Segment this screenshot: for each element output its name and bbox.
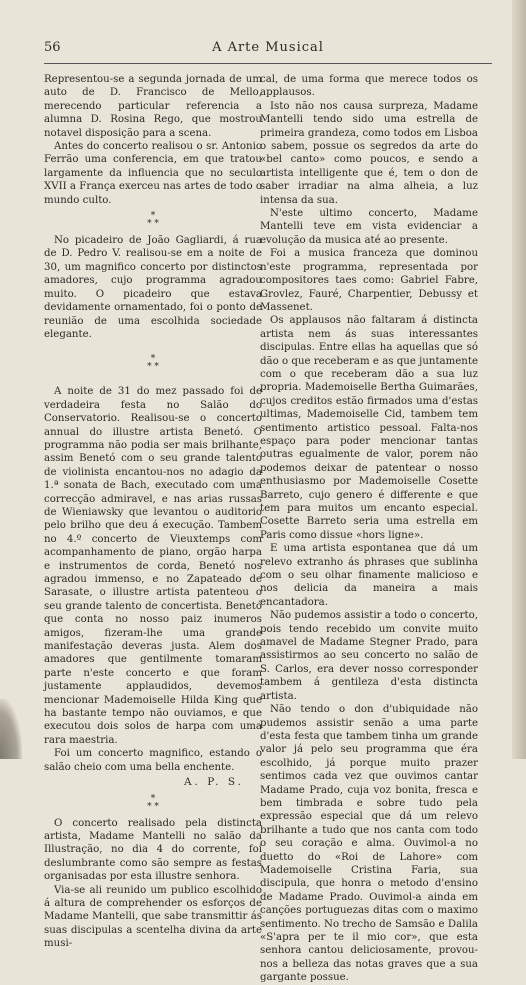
asterism-divider: * * *	[147, 354, 159, 373]
author-signature: A. P. S.	[183, 776, 244, 789]
paragraph: No picadeiro de João Gagliardi, á rua de D. Pedro V. realisou-se em a noite de 30, um magnifico concerto por distinctos amadores, cujo programma agradou muito. O picadeiro que estava devidamente ornamentado, foi o ponto de reunião de uma escolhida sociedade elegante.	[44, 235, 262, 340]
paragraph: Representou-se a segunda jornada de um auto de D. Francisco de Mello, merecendo particular referencia a alumna D. Rosina Rego, que mostrou notavel disposição para a scena.	[44, 74, 262, 139]
paragraph: Via-se ali reunido um publico escolhido á altura de comprehender os esforços de Madame Mantelli, que sabe transmittir ás suas discipulas a scentelha divina da arte musi-	[44, 884, 262, 950]
page-header	[44, 40, 492, 60]
paragraph: Foi a musica franceza que dominou n'este programma, representada por compositores taes como: Gabriel Fabre, Grovlez, Fauré, Charpentier, Debussy et Massenet.	[260, 248, 478, 313]
paragraph: Foi um concerto magnifico, estando o salão cheio com uma bella enchente.	[44, 748, 262, 773]
running-title: A Arte Musical	[212, 40, 324, 55]
paragraph: E uma artista espontanea que dá um relevo extranho ás phrases que sublinha com o seu olhar finamente malicioso e nos delicia da maneira a mais encantadora.	[260, 543, 478, 608]
paragraph: N'este ultimo concerto, Madame Mantelli teve em vista evidenciar a evolução da musica até ao presente.	[260, 208, 478, 246]
paragraph: Não pudemos assistir a todo o concerto, pois tendo recebido um convite muito amavel de Madame Stegner Prado, para assistirmos ao seu concerto no salão de S. Carlos, era dever nosso corresponder tambem á gentileza d'esta distincta artista.	[260, 610, 479, 702]
right-column	[260, 73, 478, 985]
paragraph: Antes do concerto realisou o sr. Antonio Ferrão uma conferencia, em que tratou largamente da influencia que no seculo XVII a França exerceu nas artes de todo o mundo culto.	[44, 141, 262, 206]
paragraph: A noite de 31 do mez passado foi de verdadeira festa no Salão do Conservatorio. Realisou-se o concerto annual do illustre artista Benetó. O programma não podia ser mais brilhante, assim Benetó com o seu grande talento de violinista encantou-nos no adagio da 1.ª sonata de Bach, executado com uma correcção admiravel, e nas arias russas de Wieniawsky que levantou o auditorio pelo brilho que deu á execução. Tambem no 4.º concerto de Vieuxtemps com acompanhamento de piano, orgão harpa e instrumentos de corda, Benetó nos agradou immenso, e no Zapateado de Sarasate, o illustre artista patenteou o seu grande talento de concertista. Benetó que conta no nosso paiz inumeros amigos, fizeram-lhe uma grande manifestação deveras justa. Alem dos amadores que gentilmente tomaram parte n'este concerto e que foram justamente applaudidos, devemos mencionar Mademoiselle Hilda King que ha bastante tempo não ouviamos, e que executou dois solos de harpa com uma rara maestria.	[44, 386, 262, 746]
left-column	[44, 73, 262, 951]
asterism-divider: * * *	[147, 793, 159, 812]
page-number: 56	[44, 40, 61, 55]
paragraph: Os applausos não faltaram á distincta artista nem ás suas interessantes discipulas. Entre ellas ha aquellas que só dão o que receberam e as que juntamente com o que receberam dão a sua luz propria. Mademoiselle Bertha Guimarães, cujos creditos estão firmados uma d'estas ultimas, Mademoiselle Cid, tambem tem sentimento artistico pessoal. Falta-nos espaço para poder mencionar tantas outras egualmente de valor, porem não podemos deixar de patentear o nosso enthusiasmo por Mademoiselle Cosette Barreto, cujo genero é differente e que tem para muitos um encanto especial. Cosette Barreto seria uma estrella em Paris como dissue «hors ligne».	[260, 315, 478, 541]
asterism-divider: * * *	[147, 211, 159, 230]
page-edge-shadow	[512, 0, 526, 759]
thumb-shadow	[0, 699, 22, 759]
paragraph: Não tendo o don d'ubiquidade não pudemos assistir senão a uma parte d'esta festa que tambem tinha um grande valor já pelo seu programma que éra escolhido, já porque muito prazer sentimos cada vez que ouvimos cantar Madame Prado, cuja voz bonita, fresca e bem timbrada e sobre tudo pela expressão especial que dá um relevo brilhante a tudo que nos canta com todo o seu coração e alma. Ouvimol-a no duetto do «Roi de Lahore» com Mademoiselle Cristina Faria, sua discipula, que honra o metodo d'ensino de Madame Prado. Ouvimol-a ainda em canções portuguezas ditas com o maximo sentimento. No trecho de Samsão e Dalila «S'apra per te il mio cor», que esta senhora cantou deliciosamente, provou-nos a belleza das notas graves que a sua gargante possue.	[260, 704, 478, 984]
header-rule	[44, 63, 492, 64]
paragraph: cal, de uma forma que merece todos os applausos.	[260, 74, 478, 99]
paragraph: Isto não nos causa surpreza, Madame Mantelli tendo sido uma estrella de primeira grandeza, como todos em Lisboa o sabem, possue os segredos da arte do «bel canto» como poucos, e sendo a artista intelligente que é, tem o don de saber irradiar na alma alheia, a luz intensa da sua.	[260, 100, 478, 206]
paragraph: O concerto realisado pela distincta artista, Madame Mantelli no salão da Illustração, no dia 4 do corrente, foi deslumbrante como são sempre as festas organisadas por esta illustre senhora.	[44, 817, 262, 883]
